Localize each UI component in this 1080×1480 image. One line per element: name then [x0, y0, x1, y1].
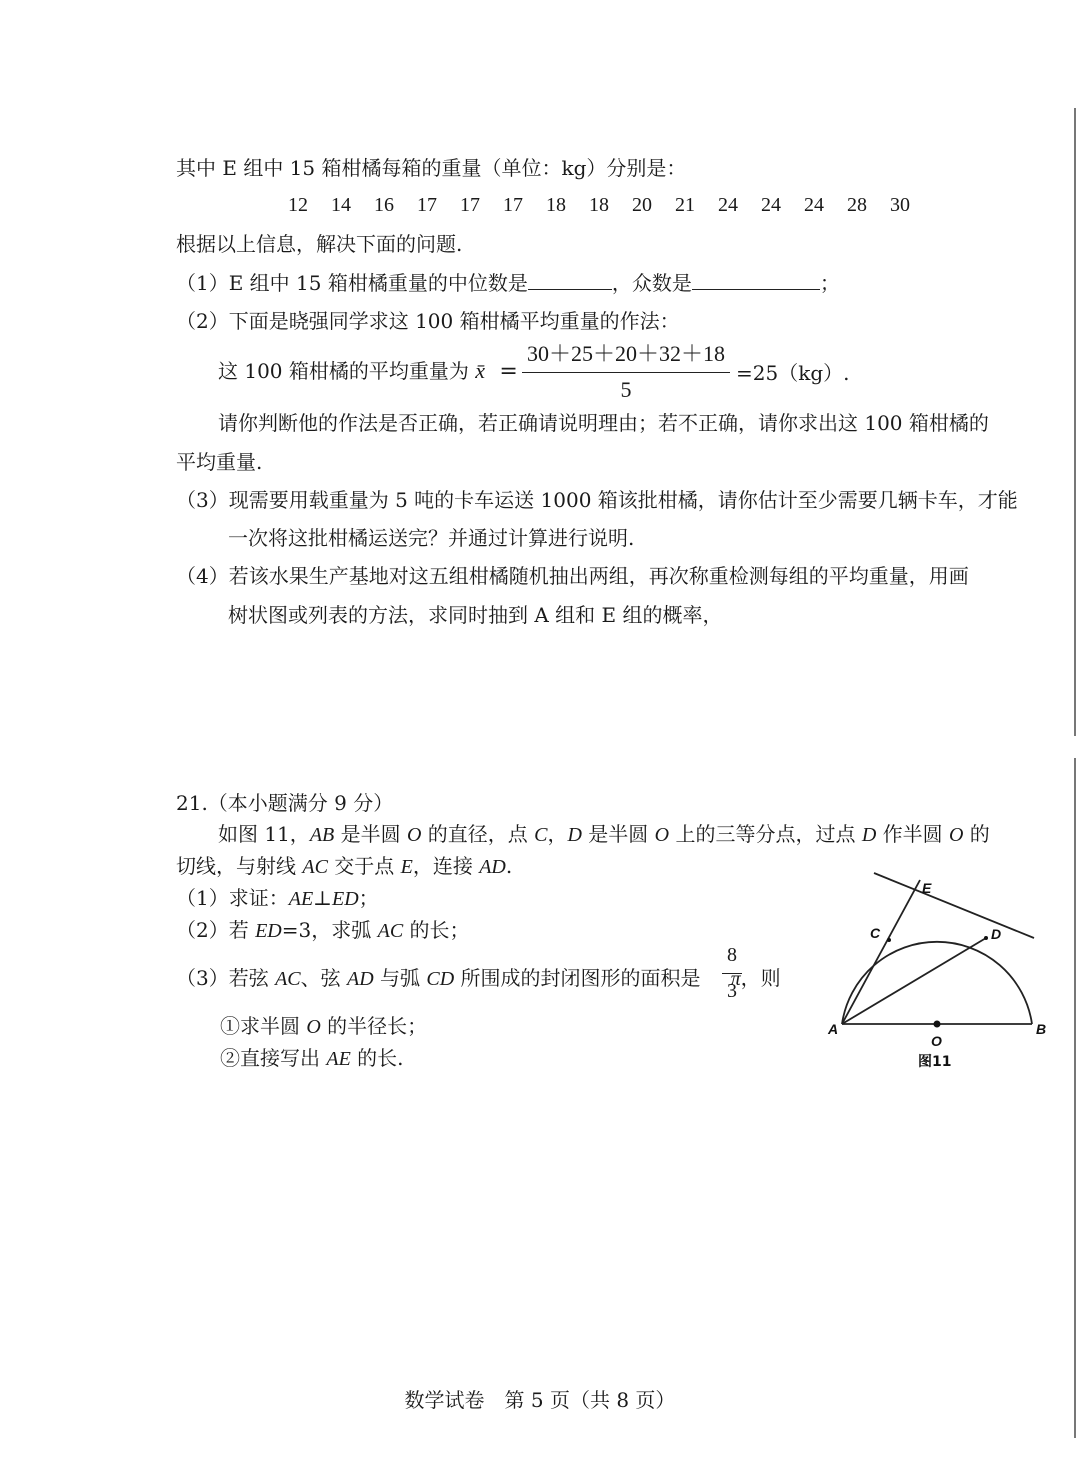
problem-21-subpart-1: ①求半圆 O 的半径长；	[220, 1014, 428, 1038]
point-c	[887, 938, 891, 942]
figure-caption: 图11	[918, 1054, 952, 1070]
intro-instruction: 根据以上信息，解决下面的问题.	[176, 232, 463, 256]
mean-result: =25（kg）.	[736, 361, 850, 385]
weight-value: 24	[804, 194, 824, 216]
equals-sign: =	[499, 359, 518, 384]
weight-value: 18	[546, 194, 566, 216]
fraction-bar	[522, 372, 730, 373]
semicircle-arc	[842, 942, 1032, 1024]
area-fraction-numerator: 8	[727, 944, 737, 966]
area-fraction	[722, 942, 742, 1008]
weight-value: 12	[288, 194, 308, 216]
center-point-o	[934, 1021, 941, 1028]
figure-11-diagram	[820, 868, 1060, 1078]
question-3-cont: 一次将这批柑橘运送完？并通过计算进行说明.	[228, 526, 635, 550]
problem-21-statement-cont: 切线，与射线 AC 交于点 E，连接 AD.	[176, 854, 513, 878]
point-d	[984, 936, 988, 940]
area-fraction-denominator: 3	[727, 980, 737, 1002]
mode-answer-blank[interactable]	[692, 269, 820, 290]
ray-ac	[842, 880, 920, 1024]
question-2-instruction-cont: 平均重量.	[176, 450, 263, 474]
intro-line: 其中 E 组中 15 箱柑橘每箱的重量（单位：kg）分别是：	[176, 156, 687, 180]
fraction-bar	[722, 973, 742, 974]
median-answer-blank[interactable]	[528, 269, 612, 290]
label-c: C	[870, 925, 881, 941]
question-2-instruction: 请你判断他的作法是否正确，若正确请说明理由；若不正确，请你求出这 100 箱柑橘的	[218, 411, 989, 435]
weight-value: 14	[331, 194, 351, 216]
problem-21-part-3: （3）若弦 AC、弦 AD 与弧 CD 所围成的封闭图形的面积是 π，则	[176, 966, 781, 990]
label-a: A	[828, 1021, 839, 1037]
label-b: B	[1036, 1021, 1047, 1037]
question-4: （4）若该水果生产基地对这五组柑橘随机抽出两组，再次称重检测每组的平均重量，用画	[176, 564, 969, 588]
problem-21-subpart-2: ②直接写出 AE 的长.	[220, 1046, 404, 1070]
weight-value: 20	[632, 194, 652, 216]
question-3: （3）现需要用载重量为 5 吨的卡车运送 1000 箱该批柑橘，请你估计至少需要几辆卡车，才能	[176, 488, 1018, 512]
weight-value: 16	[374, 194, 394, 216]
pi-symbol: π	[730, 968, 741, 990]
mean-fraction-denominator: 5	[620, 377, 632, 402]
label-e: E	[922, 880, 932, 896]
weight-value: 24	[718, 194, 738, 216]
weight-value: 17	[417, 194, 437, 216]
weight-value: 18	[589, 194, 609, 216]
weight-value: 17	[503, 194, 523, 216]
label-o: O	[931, 1033, 942, 1049]
mean-fraction	[522, 340, 730, 406]
question-4-cont: 树状图或列表的方法，求同时抽到 A 组和 E 组的概率，	[228, 603, 723, 627]
question-2: （2）下面是晓强同学求这 100 箱柑橘平均重量的作法：	[176, 309, 680, 333]
problem-21-statement: 如图 11，AB 是半圆 O 的直径，点 C，D 是半圆 O 上的三等分点，过点 D 作半圆 O 的	[218, 822, 990, 846]
weight-value: 17	[460, 194, 480, 216]
weight-value: 21	[675, 194, 695, 216]
mean-formula-prefix: 这 100 箱柑橘的平均重量为 x̄ =	[218, 358, 518, 384]
page-edge-line-top	[1074, 108, 1076, 736]
problem-21-part-1: （1）求证：AE⊥ED；	[176, 886, 379, 910]
mean-fraction-numerator: 30＋25＋20＋32＋18	[526, 341, 725, 366]
x-bar-symbol: x̄	[475, 358, 486, 383]
problem-21-heading: 21.（本小题满分 9 分）	[176, 791, 394, 815]
page-edge-line-bottom	[1074, 758, 1076, 1438]
weight-value: 28	[847, 194, 867, 216]
weight-value: 30	[890, 194, 910, 216]
label-d: D	[991, 926, 1002, 942]
problem-21-part-2: （2）若 ED=3，求弧 AC 的长；	[176, 918, 470, 942]
tangent-line	[874, 873, 1034, 938]
chord-ad	[842, 938, 986, 1024]
page-footer: 数学试卷 第 5 页（共 8 页）	[404, 1388, 676, 1412]
question-1: （1）E 组中 15 箱柑橘重量的中位数是 ，众数是 ；	[176, 271, 840, 295]
weight-value: 24	[761, 194, 781, 216]
